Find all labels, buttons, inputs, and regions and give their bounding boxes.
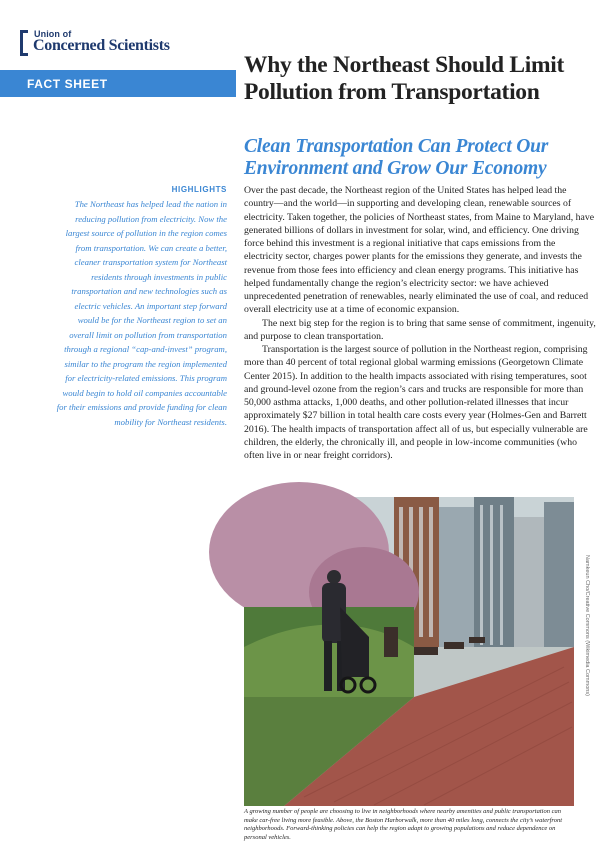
- page-title: Why the Northeast Should Limit Pollution from Transportation: [244, 52, 565, 105]
- body-text: [244, 184, 596, 462]
- doc-type-label: FACT SHEET: [27, 77, 108, 91]
- logo-bracket: [20, 30, 28, 56]
- body-paragraph: Over the past decade, the Northeast region of the United States has helped lead the country—and the world—in supporting and developing clean, renewable sources of electricity. Taken together, the policies of Northeast states, from Maine to Maryland, have generated billions of dollars in investment for solar, wind, and efficiency. One driving force behind this investment is a regional initiative that caps emissions from the electricity sector, charges power plants for the emissions they generate, and invests the revenue from those fees into efficiency and clean energy programs. This initiative has helped fundamentally change the region’s electricity sector: we have achieved unprecedented penetration of renewables, nearly eliminated the use of coal, and reduced overall electricity use at a time of economic expansion.: [244, 185, 595, 316]
- logo-org-small: Union of: [34, 29, 72, 39]
- body-paragraph: The next big step for the region is to bring that same sense of commitment, ingenuity, and purpose to clean transportation.: [244, 317, 596, 342]
- section-subtitle: Clean Transportation Can Protect Our Environment and Grow Our Economy: [244, 136, 549, 179]
- photo-credit-text: Namkeun Cho/Creative Commons (Wikimedia Commons): [584, 555, 590, 696]
- highlights-heading: HIGHLIGHTS: [171, 185, 227, 194]
- highlights-text: The Northeast has helped lead the nation in reducing pollution from electricity. Now the largest source of pollution in the region comes from transportation. We can create a better, cleaner transportation system for Northeast residents through investments in public transportation and new technologies such as electric vehicles. An important step forward would be for the Northeast region to set an overall limit on pollution from transportation through a regional “cap-and-invest” program, similar to the program the region implemented for electricity-related emissions. This program would begin to hold oil companies accountable for their emissions and provide funding for clean mobility for Northeast residents.: [56, 199, 227, 427]
- body-paragraph: Transportation is the largest source of pollution in the Northeast region, comprising more than 40 percent of total regional global warming emissions (Georgetown Climate Center 2015). In addition to the health impacts associated with rising temperatures, soot and ground-level ozone from the region’s cars and trucks are responsible for more than 50,000 asthma attacks, 1,000 deaths, and other pollution-related illnesses that incur approximately $27 billion in total health care costs every year (Holmes-Gen and Barrett 2016). The health impacts of transportation affect all of us, but especially vulnerable are children, the elderly, the chronically ill, and people in low-income communities (who often live in or near freight corridors).: [244, 344, 588, 461]
- org-logo: [20, 29, 190, 59]
- harborwalk-photo: [244, 497, 574, 806]
- photo-credit: [580, 555, 592, 735]
- harborwalk-photo-illustration: [244, 497, 574, 806]
- photo-caption: A growing number of people are choosing to live in neighborhoods where nearby amenities and public transportation can make car-free living more feasible. Above, the Boston Harborwalk, more than 40 miles long, connects the city’s waterfront neighborhoods. Forward-thinking policies can help the region adapt to growing populations and reduce dependence on personal vehicles.: [244, 808, 563, 841]
- logo-org-main: Concerned Scientists: [33, 37, 170, 54]
- fact-sheet-banner: [0, 70, 236, 97]
